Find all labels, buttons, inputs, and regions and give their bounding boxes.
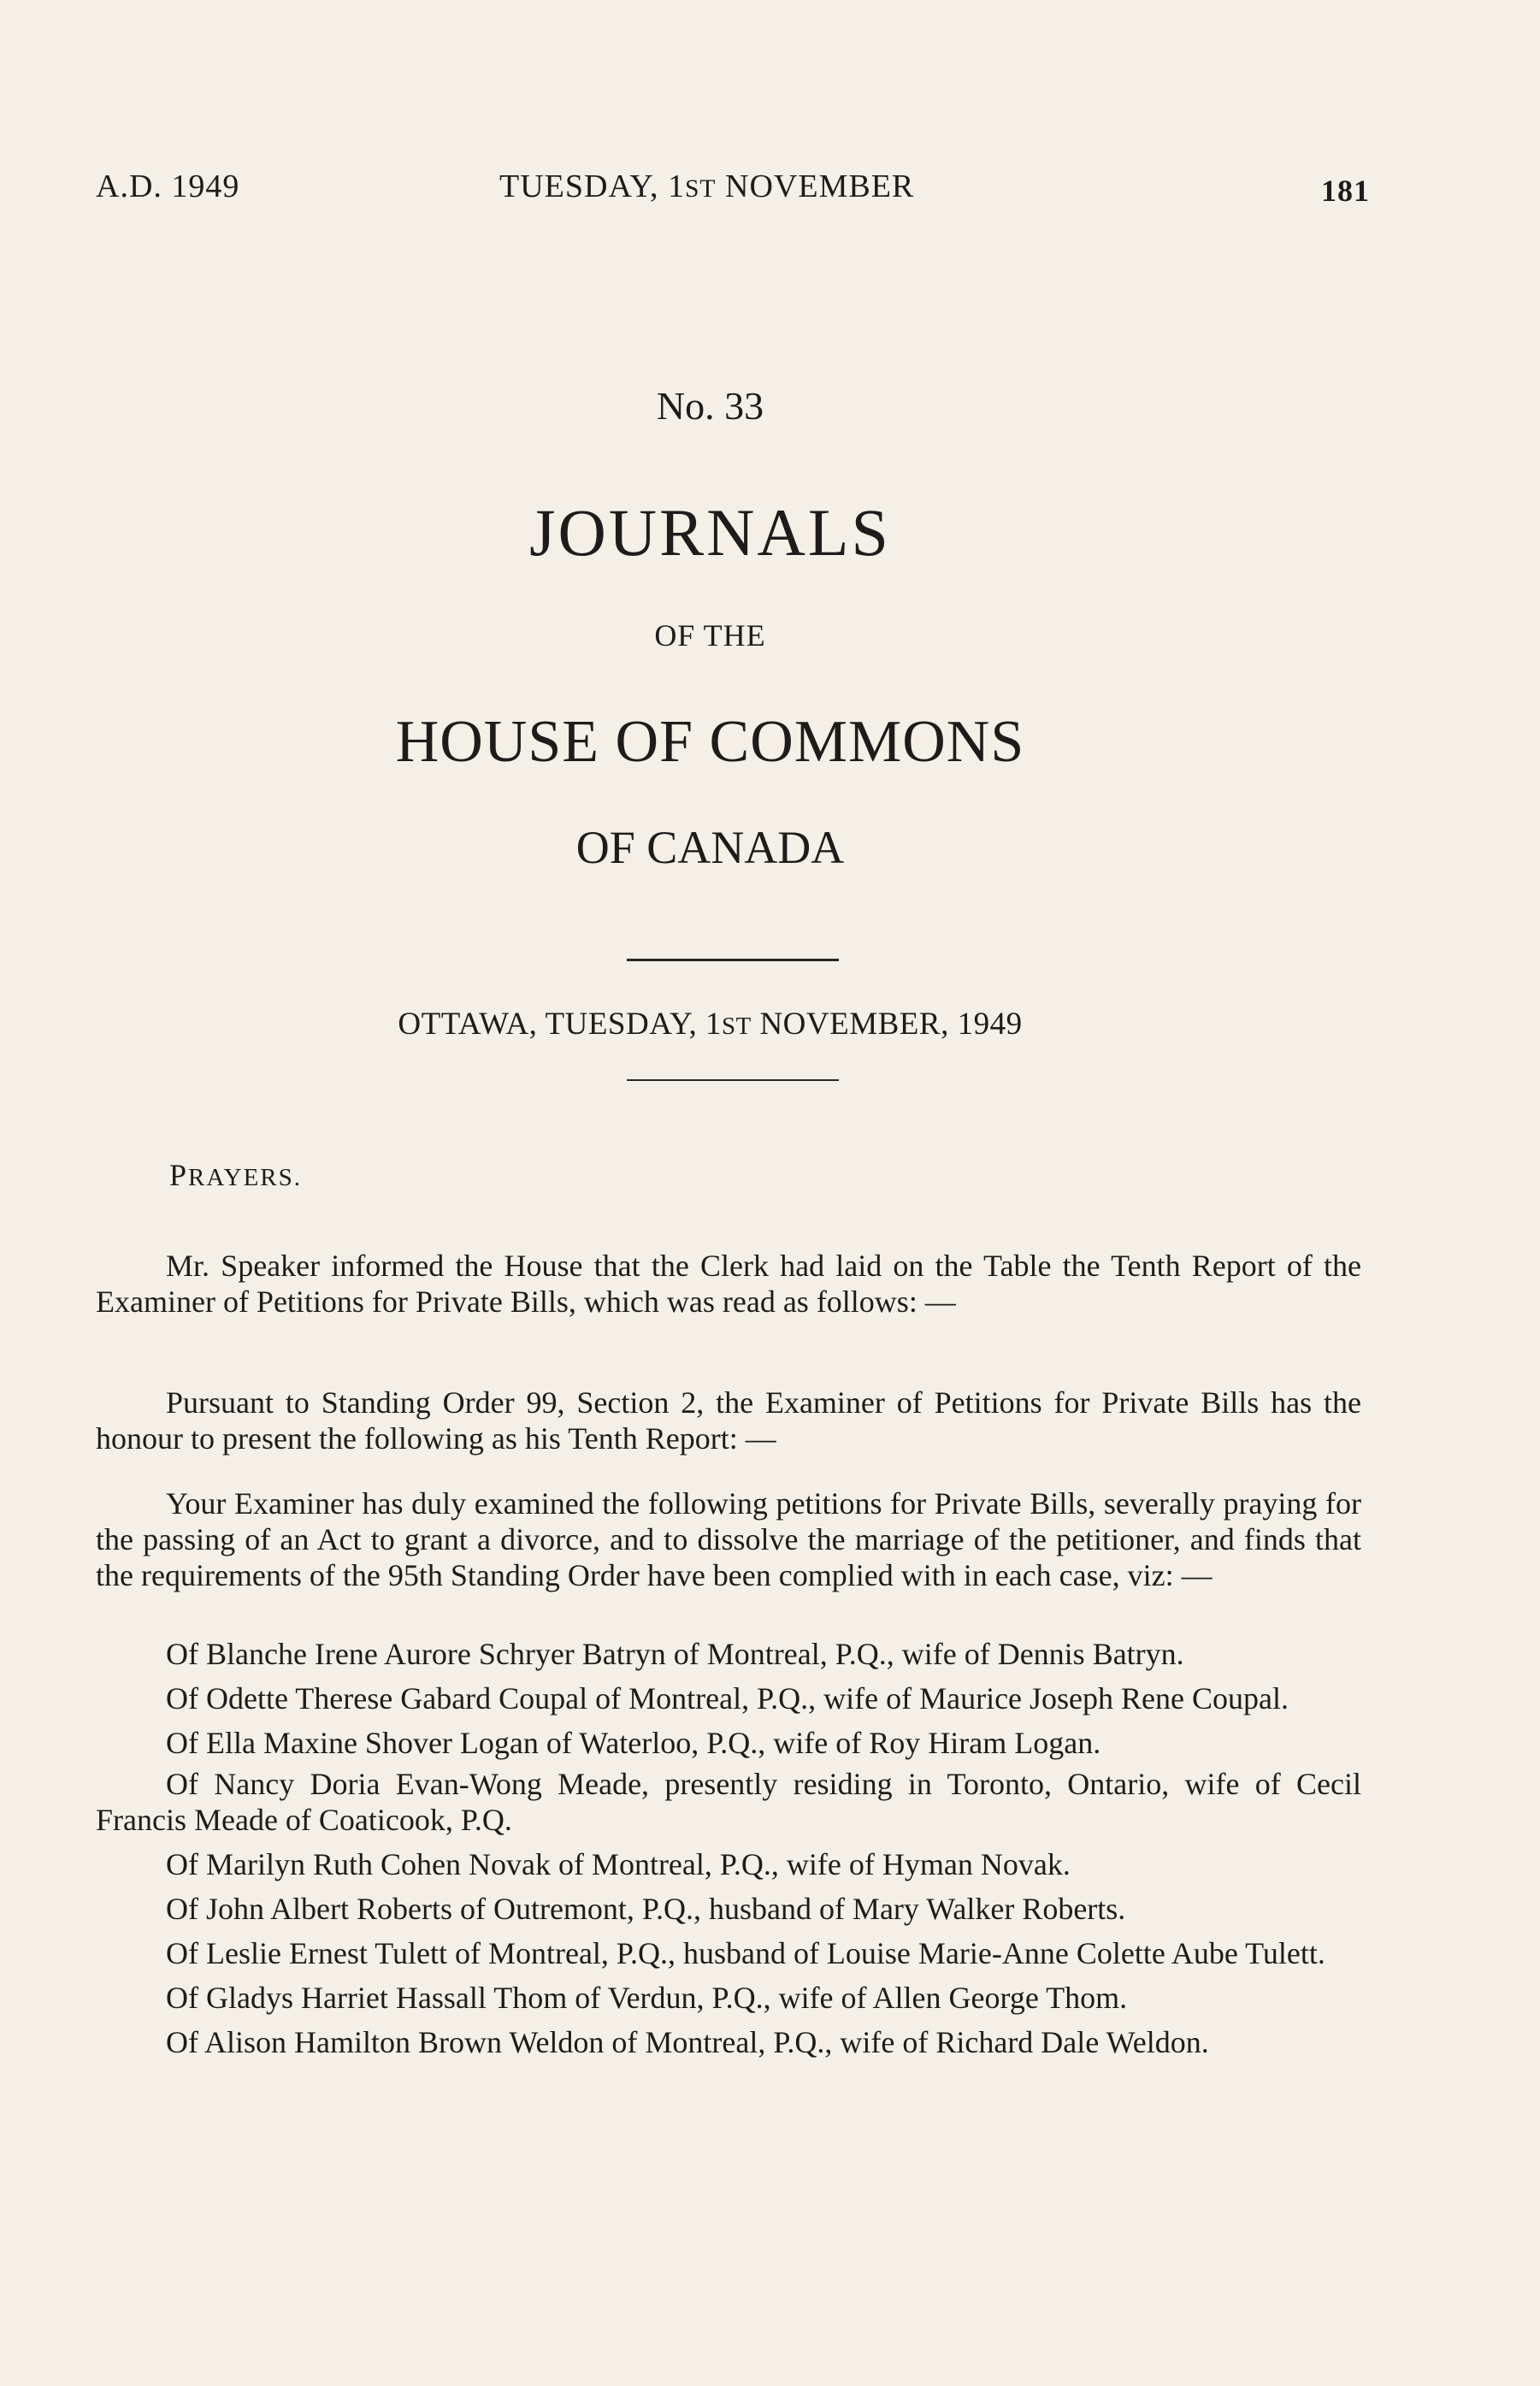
prayers-rest: RAYERS. [188,1164,303,1191]
petition-entry: Of Blanche Irene Aurore Schryer Batryn of Montreal, P.Q., wife of Dennis Batryn. [166,1637,1184,1671]
header-date-prefix: TUESDAY, 1 [499,168,685,204]
paragraph-pursuant [96,1385,1361,1456]
running-head [96,168,1370,210]
paragraph-speaker-informed [96,1248,1361,1320]
title-of-the: OF THE [654,618,766,653]
dateline-ordinal: ST [722,1013,752,1040]
petition-entry: Of Marilyn Ruth Cohen Novak of Montreal, P.Q., wife of Hyman Novak. [166,1847,1071,1881]
paragraph-text: Pursuant to Standing Order 99, Section 2, the Examiner of Petitions for Private Bills has the honour to present the following as his Tenth Report: — [96,1385,1361,1456]
petition-entry: Of Leslie Ernest Tulett of Montreal, P.Q., husband of Louise Marie-Anne Colette Aube Tulett. [166,1936,1325,1970]
petition-list [96,1636,1361,2069]
prayers-heading [169,1157,302,1193]
title-house-of-commons: HOUSE OF COMMONS [395,709,1025,775]
dateline-prefix: OTTAWA, TUESDAY, 1 [398,1007,723,1042]
page-number: 181 [1321,174,1370,208]
title-of-canada: OF CANADA [575,822,845,873]
dateline-suffix: NOVEMBER, 1949 [751,1007,1023,1042]
paragraph-text: Your Examiner has duly examined the following petitions for Private Bills, severally praying for the passing of an Act to grant a divorce, and to dissolve the marriage of the petitioner, and finds that the requirements of the 95th Standing Order have been complied with in each case, viz: — [96,1486,1361,1592]
divider-rule-bottom [627,1079,839,1081]
header-date [499,168,914,205]
petition-entry: Of Ella Maxine Shover Logan of Waterloo, P.Q., wife of Roy Hiram Logan. [166,1726,1101,1760]
issue-number: No. 33 [656,384,764,428]
header-date-ordinal: ST [684,175,717,203]
header-year: A.D. 1949 [96,168,240,204]
petition-entry: Of Alison Hamilton Brown Weldon of Montreal, P.Q., wife of Richard Dale Weldon. [166,2025,1209,2059]
prayers-initial: P [169,1158,189,1192]
title-journals: JOURNALS [529,495,891,570]
petition-entry: Of Gladys Harriet Hassall Thom of Verdun, P.Q., wife of Allen George Thom. [166,1981,1128,2015]
petition-entry: Of Odette Therese Gabard Coupal of Montreal, P.Q., wife of Maurice Joseph Rene Coupal. [166,1681,1289,1716]
petition-entry: Of John Albert Roberts of Outremont, P.Q., husband of Mary Walker Roberts. [166,1892,1126,1926]
petition-entry: Of Nancy Doria Evan-Wong Meade, presently residing in Toronto, Ontario, wife of Cecil Francis Meade of Coaticook, P.Q. [96,1767,1361,1837]
session-dateline [0,1006,1480,1042]
paragraph-text: Mr. Speaker informed the House that the Clerk had laid on the Table the Tenth Report of the Examiner of Petitions for Private Bills, which was read as follows: — [96,1249,1361,1319]
paragraph-examiner [96,1485,1361,1593]
divider-rule-top [627,959,839,961]
header-date-suffix: NOVEMBER [716,168,915,204]
